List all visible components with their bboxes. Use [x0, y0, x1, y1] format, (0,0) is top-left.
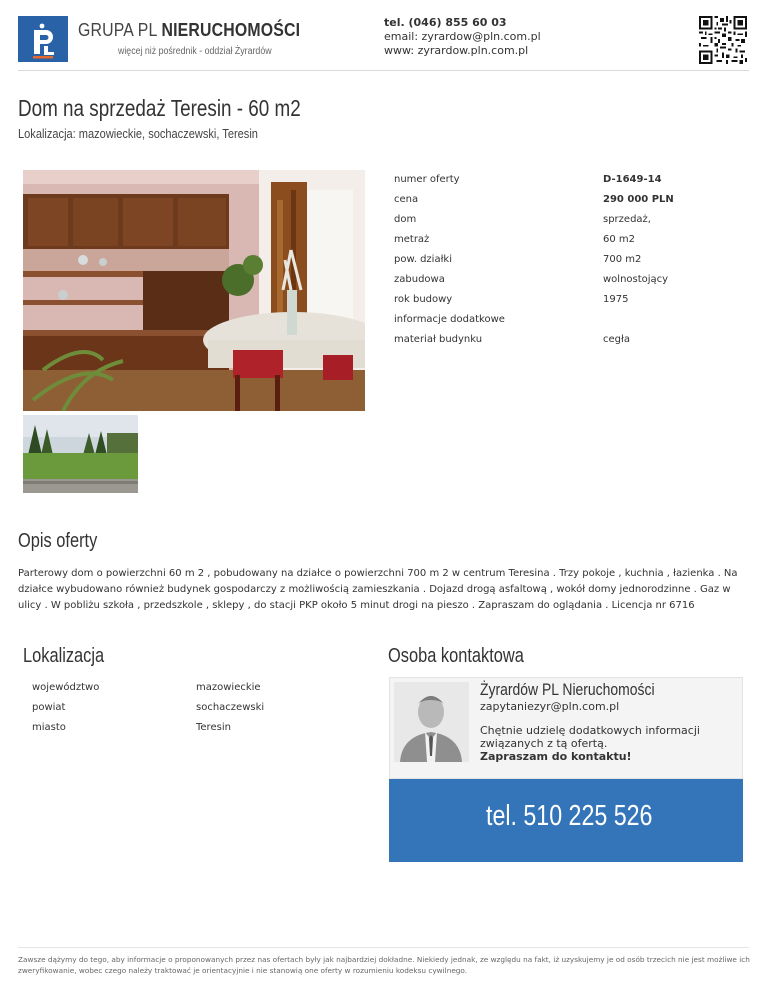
- footer-disclaimer: Zawsze dążymy do tego, aby informacje o proponowanych przez nas ofertach były jak najbardziej dokładne. Niekiedy jednak, ze względu na fakt, iż uzyskujemy je od osób trzecich nie jest możliwe ich zweryfikowanie, wobec czego należy traktować je orientacyjnie i nie stanowią one oferty w rozumieniu kodeksu cywilnego.: [18, 955, 750, 975]
- detail-key: informacje dodatkowe: [394, 314, 505, 325]
- agency-note: [480, 724, 735, 763]
- detail-key: metraż: [394, 234, 430, 245]
- detail-value: 700 m2: [603, 254, 642, 265]
- avatar: [394, 682, 469, 762]
- detail-row: [394, 250, 754, 270]
- lokalizacja-key: województwo: [32, 682, 100, 693]
- agency-note-cta: Zapraszam do kontaktu!: [480, 750, 632, 763]
- qr-code-icon: [698, 16, 748, 64]
- lokalizacja-value: mazowieckie: [196, 682, 261, 693]
- garden-photo: [23, 415, 138, 493]
- detail-row: [394, 190, 754, 210]
- details-table: [394, 170, 754, 350]
- detail-row: [394, 290, 754, 310]
- detail-value: 1975: [603, 294, 629, 305]
- agency-note-text: Chętnie udzielę dodatkowych informacji związanych z tą ofertą.: [480, 724, 700, 750]
- office-www[interactable]: www: zyrardow.pln.com.pl: [384, 44, 529, 57]
- living-room-photo: [23, 170, 365, 411]
- detail-row: [394, 270, 754, 290]
- company-logo: [18, 16, 68, 62]
- detail-value: 60 m2: [603, 234, 636, 245]
- office-phone[interactable]: tel. (046) 855 60 03: [384, 16, 507, 29]
- detail-value: wolnostojący: [603, 274, 669, 285]
- detail-key: dom: [394, 214, 417, 225]
- listing-title: Dom na sprzedaż Teresin - 60 m2: [18, 95, 301, 121]
- kontakt-heading: Osoba kontaktowa: [388, 645, 524, 667]
- agency-email[interactable]: zapytaniezyr@pln.com.pl: [480, 700, 620, 713]
- detail-row: [394, 210, 754, 230]
- lokalizacja-row: [32, 718, 372, 738]
- lokalizacja-key: miasto: [32, 722, 66, 733]
- office-email[interactable]: email: zyrardow@pln.com.pl: [384, 30, 541, 43]
- lokalizacja-value: sochaczewski: [196, 702, 265, 713]
- lokalizacja-row: [32, 678, 372, 698]
- detail-key: numer oferty: [394, 174, 460, 185]
- contact-phone[interactable]: tel. 510 225 526: [486, 800, 653, 832]
- lokalizacja-table: [32, 678, 372, 738]
- brand-name: GRUPA PL NIERUCHOMOŚCI: [78, 20, 301, 40]
- opis-text: Parterowy dom o powierzchni 60 m 2 , pobudowany na działce o powierzchni 700 m 2 w centrum Teresina . Trzy pokoje , kuchnia , łazienka . Na działce wybudowano również budynek gospodarczy z możliwością zamieszkania . Dojazd drogą asfaltową , wokół domy jednorodzinne . Gaz w ulicy . W pobliżu szkoła , przedszkole , sklepy , do stacji PKP około 5 minut drogi na pieszo . Zapraszam do oglądania . Licencja nr 6716: [18, 568, 738, 611]
- lokalizacja-row: [32, 698, 372, 718]
- thumbnail-photo[interactable]: [23, 415, 138, 493]
- detail-row: [394, 330, 754, 350]
- brand-tagline: więcej niż pośrednik - oddział Żyrardów: [118, 46, 272, 57]
- detail-row: [394, 230, 754, 250]
- lokalizacja-key: powiat: [32, 702, 66, 713]
- agency-name: Żyrardów PL Nieruchomości: [480, 680, 655, 699]
- detail-value: 290 000 PLN: [603, 194, 674, 205]
- opis-heading: Opis oferty: [18, 530, 98, 552]
- detail-key: zabudowa: [394, 274, 445, 285]
- detail-value: sprzedaż,: [603, 214, 651, 225]
- footer-divider: [18, 947, 749, 948]
- office-contact: [384, 16, 541, 58]
- person-avatar-icon: [394, 682, 469, 762]
- detail-key: cena: [394, 194, 419, 205]
- listing-location: Lokalizacja: mazowieckie, sochaczewski, Teresin: [18, 126, 258, 141]
- detail-value: D-1649-14: [603, 174, 662, 185]
- detail-row: [394, 310, 754, 330]
- header-divider: [18, 70, 749, 71]
- logo-pl-icon: [18, 16, 68, 62]
- detail-value: cegła: [603, 334, 630, 345]
- detail-row: [394, 170, 754, 190]
- lokalizacja-heading: Lokalizacja: [23, 645, 105, 667]
- main-photo[interactable]: [23, 170, 365, 411]
- detail-key: pow. działki: [394, 254, 452, 265]
- lokalizacja-value: Teresin: [196, 722, 231, 733]
- detail-key: rok budowy: [394, 294, 453, 305]
- detail-key: materiał budynku: [394, 334, 483, 345]
